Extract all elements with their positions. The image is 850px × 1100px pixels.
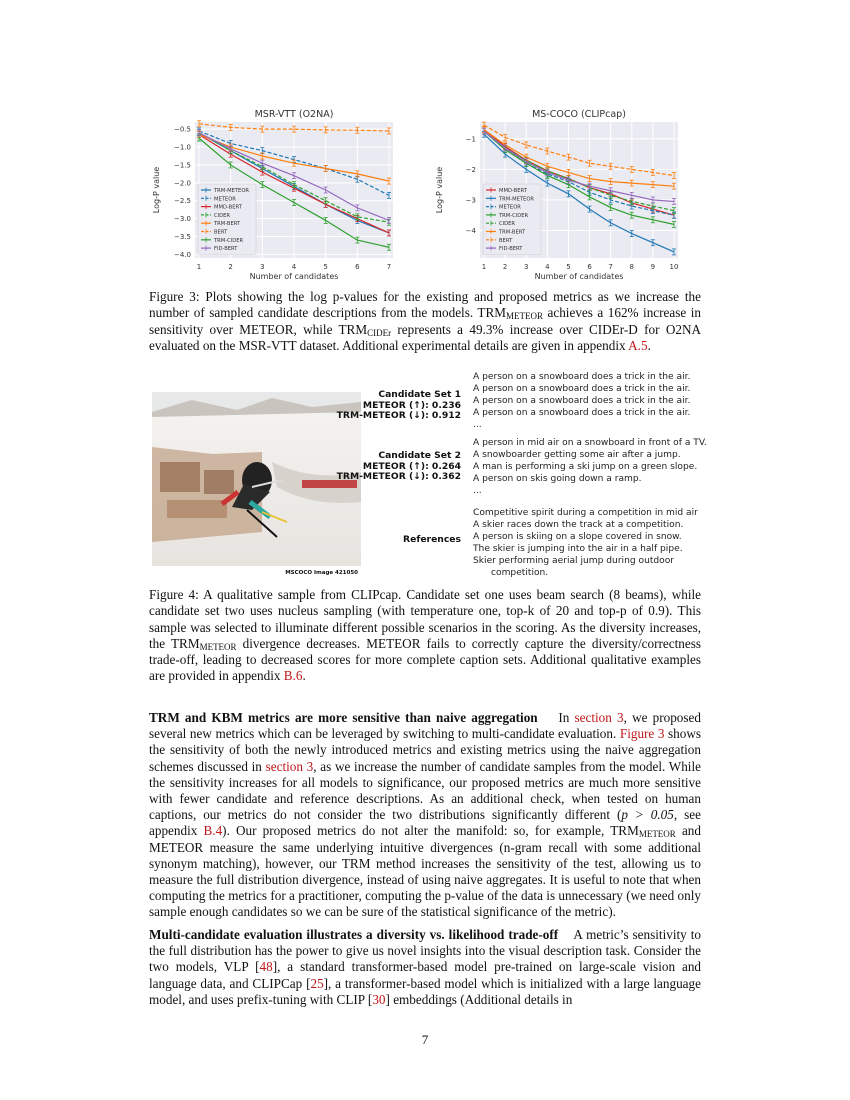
photo-label: MSCOCO Image 421050 — [285, 570, 358, 576]
ytick-label: −0.5 — [174, 125, 191, 134]
paragraph-heading: TRM and KBM metrics are more sensitive than naive aggregation — [149, 710, 538, 725]
xtick-label: 3 — [260, 263, 265, 271]
xtick-label: 8 — [629, 263, 635, 271]
ytick-label: −3.0 — [174, 215, 191, 224]
chart-mscoco — [430, 100, 685, 285]
link-figure3[interactable]: Figure 3 — [619, 726, 665, 742]
caption-line: A person on a snowboard does a trick in the air. — [473, 408, 691, 419]
legend-label: TRM-BERT — [214, 221, 241, 228]
candidate-set1-captions — [473, 371, 733, 431]
paragraph-sensitivity: TRM and KBM metrics are more sensitive than naive aggregation In section 3, we proposed several new metrics which can be leveraged by switching to multi-candidate evaluation. Figure 3 shows the sensitivity of both the newly introduced metrics and existing metrics using the naive aggregation schemes discussed in section 3, as we increase the number of candidate samples from the model. While the sensitivity increases for all models to significance, our proposed metrics are much more sensitive with fewer candidate and reference descriptions. As an additional check, when tested on human captions, our metrics do not consider the two distributions significantly different (p > 0.05, see appendix B.4). Our proposed metrics do not alter the manifold: so, for example, $TRM_{METEOR}$ and METEOR measure the same underlying intuitive divergences (n-gram recall with some additional synonym matching), however, our TRM method increases the sensitivity of the test, allowing us to measure the full distribution divergence, instead of using naive aggregates. It is useful to note that when computing the metrics for a practitioner, computing the p-value of the data is unnecessary (we need only sample enough candidates so we can be sure of the statistical significance of the metric). — [149, 710, 701, 920]
caption-line: competition. — [491, 568, 549, 579]
citation-30[interactable]: 30 — [372, 991, 386, 1007]
references-label: References — [403, 534, 461, 545]
caption-line: A skier races down the track at a competition. — [473, 520, 684, 531]
legend-label: METEOR — [499, 204, 521, 211]
ytick-label: −2 — [465, 165, 476, 174]
xtick-label: 9 — [650, 263, 656, 271]
xtick-label: 3 — [523, 263, 529, 271]
figure4-caption: Figure 4: A qualitative sample from CLIPcap. Candidate set one uses beam search (8 beams), while candidate set two uses nucleus sampling (with temperature one, top-k of 20 and top-p of 0.9). This sample was selected to illuminate different possible scenarios in the scoring. As the diversity increases, the $TRM_{METEOR}$ divergence decreases. METEOR fails to correctly capture the diversity/correctness trade-off, leading to decreased scores for more complete caption sets. Additional qualitative examples are provided in appendix B.6. — [149, 587, 701, 684]
caption-line: ... — [473, 420, 482, 431]
citation-25[interactable]: 25 — [310, 975, 324, 991]
ytick-label: −1 — [465, 135, 476, 144]
citation-48[interactable]: 48 — [259, 959, 273, 975]
candidate-set1-label: Candidate Set 1 METEOR (↑): 0.236 TRM-METEOR (↓): 0.912 — [336, 389, 461, 421]
ytick-label: −3.5 — [174, 233, 191, 242]
caption-line: Competitive spirit during a competition in mid air — [473, 508, 698, 518]
xtick-label: 2 — [228, 263, 233, 271]
paragraph-heading: Multi-candidate evaluation illustrates a diversity vs. likelihood trade-off — [149, 927, 559, 942]
xtick-label: 10 — [669, 263, 679, 271]
appendix-link-b6[interactable]: B.6 — [283, 668, 303, 684]
chart-title: MSR-VTT (O2NA) — [254, 109, 334, 120]
xtick-label: 1 — [481, 263, 487, 271]
legend-label: TRM-BERT — [499, 229, 526, 236]
x-axis-label: Number of candidates — [249, 272, 339, 281]
y-axis-label: Log-P value — [152, 166, 161, 214]
caption-line: A person on a snowboard does a trick in the air. — [473, 372, 691, 382]
legend-box — [198, 184, 256, 254]
link-appendix-b4[interactable]: B.4 — [203, 823, 223, 839]
ytick-label: −1.5 — [174, 161, 191, 170]
xtick-label: 7 — [608, 263, 613, 271]
link-section3-b[interactable]: section 3 — [265, 758, 314, 774]
legend-label: TRM-CIDER — [499, 212, 529, 219]
caption-line: The skier is jumping into the air in a half pipe. — [473, 544, 683, 555]
legend-label: FID-BERT — [499, 246, 523, 253]
caption-line: A snowboarder getting some air after a jump. — [473, 450, 681, 461]
legend-label: MMD-BERT — [499, 188, 527, 194]
xtick-label: 5 — [323, 263, 328, 271]
caption-line: A person on a snowboard does a trick in the air. — [473, 396, 691, 407]
ytick-label: −3 — [465, 196, 476, 205]
legend-label: FID-BERT — [214, 246, 238, 253]
xtick-label: 7 — [386, 263, 392, 271]
xtick-label: 2 — [502, 263, 508, 271]
ytick-label: −4 — [465, 226, 476, 235]
candidate-set2-captions — [473, 437, 733, 497]
caption-line: A person in mid air on a snowboard in front of a TV. — [473, 438, 707, 448]
link-section3[interactable]: section 3 — [574, 710, 624, 725]
legend-label: TRM-METEOR — [214, 188, 250, 194]
xtick-label: 1 — [196, 263, 202, 271]
ytick-label: −1.0 — [174, 143, 191, 152]
paragraph-tradeoff: Multi-candidate evaluation illustrates a diversity vs. likelihood trade-off A metric’s sensitivity to the full distribution has the power to give us novel insights into the visual description task. Consider the two models, VLP [48], a standard transformer-based model pre-trained on large-scale vision and language data, and CLIPCap [25], a transformer-based model which is initialized with a large language model, and uses prefix-tuning with CLIP [30] embeddings (Additional details in — [149, 927, 702, 1007]
xtick-label: 4 — [291, 263, 297, 271]
legend-label: BERT — [214, 229, 228, 236]
legend-label: TRM-METEOR — [499, 196, 535, 203]
x-axis-label: Number of candidates — [534, 272, 624, 281]
legend-label: CIDER — [499, 221, 516, 228]
candidate-set2-label: Candidate Set 2 METEOR (↑): 0.264 TRM-METEOR (↓): 0.362 — [336, 450, 461, 482]
caption-line: ... — [473, 486, 482, 497]
caption-line: A man is performing a ski jump on a green slope. — [473, 462, 698, 473]
figure3-caption: Figure 3: Plots showing the log p-values for the existing and proposed metrics as we increase the number of sampled candidate descriptions from the models. $TRM_{METEOR}$ achieves a 162% increase in sensitivity over METEOR, while $TRM_{CIDEr}$ represents a 49.3% increase over CIDEr-D for O2NA evaluated on the MSR-VTT dataset. Additional experimental details are given in appendix A.5. — [149, 289, 701, 353]
appendix-link-a5[interactable]: A.5 — [628, 337, 648, 353]
y-axis-label: Log-P value — [435, 166, 444, 214]
ytick-label: −2.5 — [174, 197, 191, 206]
chart-msrvtt — [145, 100, 400, 285]
caption-line: A person is skiing on a slope covered in snow. — [473, 532, 682, 543]
page-number: 7 — [421, 1032, 429, 1047]
xtick-label: 4 — [545, 263, 550, 271]
ytick-label: −4.0 — [174, 250, 191, 259]
legend-box — [483, 184, 541, 254]
xtick-label: 6 — [587, 263, 592, 271]
legend-label: METEOR — [214, 196, 236, 203]
caption-line: A person on a snowboard does a trick in the air. — [473, 384, 691, 395]
caption-line: Skier performing aerial jump during outdoor — [473, 556, 675, 567]
chart-title: MS-COCO (CLIPcap) — [532, 109, 626, 120]
references-captions — [473, 507, 733, 580]
legend-label: TRM-CIDER — [214, 237, 244, 244]
caption-line: A person on skis going down a ramp. — [473, 474, 642, 485]
xtick-label: 6 — [355, 263, 360, 271]
legend-label: MMD-BERT — [214, 204, 242, 211]
legend-label: CIDER — [214, 212, 231, 219]
ytick-label: −2.0 — [174, 179, 191, 188]
legend-label: BERT — [499, 237, 513, 244]
xtick-label: 5 — [566, 263, 571, 271]
